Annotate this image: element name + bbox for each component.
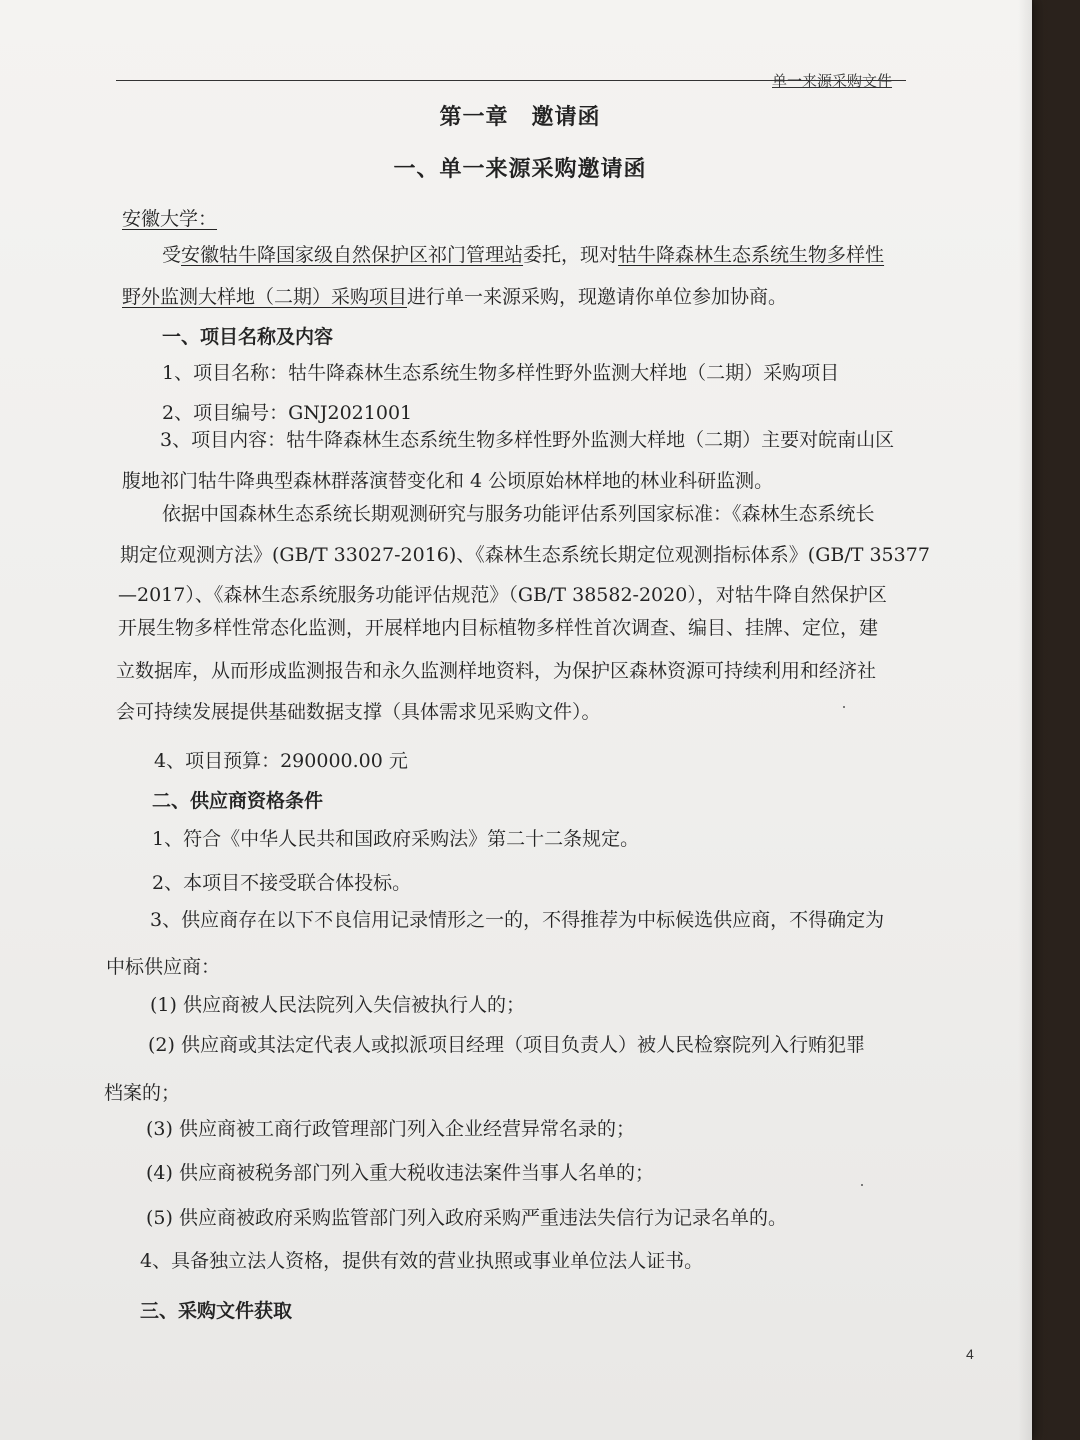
qualification-item-3-line-1: 3、供应商存在以下不良信用记录情形之一的，不得推荐为中标候选供应商，不得确定为 [150, 909, 885, 931]
basis-line-1: 依据中国森林生态系统长期观测研究与服务功能评估系列国家标准：《森林生态系统长 [162, 503, 875, 525]
section-3-heading: 三、采购文件获取 [140, 1300, 293, 1322]
chapter-title: 第一章 邀请函 [439, 104, 601, 130]
intro-line-2 [122, 282, 787, 309]
section-title: 一、单一来源采购邀请函 [393, 156, 647, 182]
project-name-item: 1、项目名称：牯牛降森林生态系统生物多样性野外监测大样地（二期）采购项目 [162, 362, 840, 384]
credit-condition-2-line-2: 档案的； [104, 1082, 181, 1104]
section-1-heading: 一、项目名称及内容 [162, 326, 334, 348]
credit-condition-4: (4) 供应商被税务部门列入重大税收违法案件当事人名单的； [146, 1162, 654, 1184]
basis-line-6: 会可持续发展提供基础数据支撑（具体需求见采购文件）。 [116, 701, 601, 723]
section-2-heading: 二、供应商资格条件 [152, 790, 324, 812]
credit-condition-1: (1) 供应商被人民法院列入失信被执行人的； [150, 994, 525, 1016]
paper-speck [843, 706, 845, 708]
paper-speck [861, 1184, 863, 1186]
credit-condition-5: (5) 供应商被政府采购监管部门列入政府采购严重违法失信行为记录名单的。 [146, 1207, 787, 1229]
running-header: 单一来源采购文件 [772, 72, 893, 90]
project-name-underlined-2: 野外监测大样地（二期）采购项目 [122, 286, 408, 308]
project-code-item: 2、项目编号：GNJ2021001 [162, 402, 413, 424]
budget-item: 4、项目预算：290000.00 元 [154, 750, 408, 772]
intro-text-3: 进行单一来源采购，现邀请你单位参加协商。 [407, 286, 788, 308]
qualification-item-1: 1、符合《中华人民共和国政府采购法》第二十二条规定。 [152, 828, 640, 850]
qualification-item-4: 4、具备独立法人资格，提供有效的营业执照或事业单位法人证书。 [140, 1250, 704, 1272]
credit-condition-2-line-1: (2) 供应商或其法定代表人或拟派项目经理（项目负责人）被人民检察院列入行贿犯罪 [148, 1034, 865, 1056]
basis-line-4: 开展生物多样性常态化监测，开展样地内目标植物多样性首次调查、编目、挂牌、定位，建 [118, 617, 879, 639]
project-content-line-1: 3、项目内容：牯牛降森林生态系统生物多样性野外监测大样地（二期）主要对皖南山区 [160, 429, 895, 451]
credit-condition-3: (3) 供应商被工商行政管理部门列入企业经营异常名录的； [146, 1118, 635, 1140]
intro-text-1: 受 [162, 244, 182, 266]
project-content-line-2: 腹地祁门牯牛降典型森林群落演替变化和 4 公顷原始林样地的林业科研监测。 [122, 470, 774, 492]
basis-line-3: —2017）、《森林生态系统服务功能评估规范》（GB/T 38582-2020），对牯牛降自然保护区 [118, 584, 887, 606]
addressee: 安徽大学： [122, 208, 218, 230]
basis-line-2: 期定位观测方法》(GB/T 33027-2016)、《森林生态系统长期定位观测指标体系》(GB/T 35377 [120, 544, 930, 566]
page-number: 4 [966, 1346, 974, 1362]
intro-text-2: 委托，现对 [523, 244, 619, 266]
qualification-item-3-line-2: 中标供应商： [106, 956, 221, 978]
project-name-underlined-1: 牯牛降森林生态系统生物多样性 [618, 244, 885, 266]
qualification-item-2: 2、本项目不接受联合体投标。 [152, 872, 412, 894]
intro-line-1 [162, 240, 884, 267]
entrusting-party: 安徽牯牛降国家级自然保护区祁门管理站 [181, 244, 524, 266]
basis-line-5: 立数据库，从而形成监测报告和永久监测样地资料，为保护区森林资源可持续利用和经济社 [116, 660, 877, 682]
